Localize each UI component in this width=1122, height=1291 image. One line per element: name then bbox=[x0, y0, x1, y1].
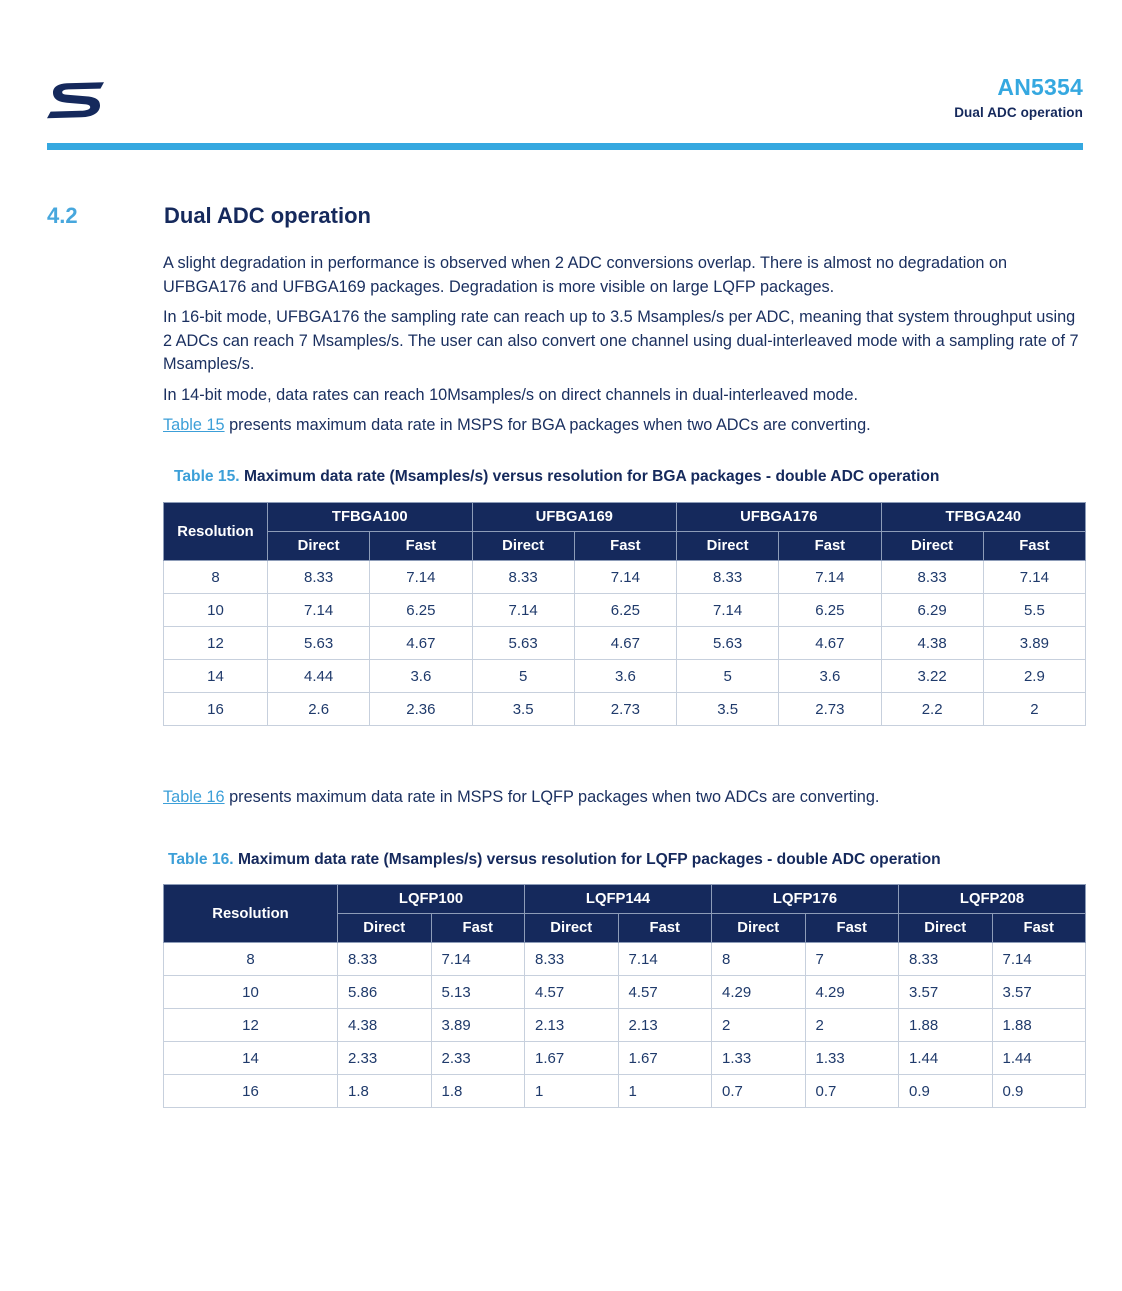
table-row bbox=[164, 594, 1086, 627]
data-rate-cell: 0.9 bbox=[899, 1075, 993, 1108]
data-rate-cell: 2.33 bbox=[338, 1042, 432, 1075]
data-rate-cell: 2.36 bbox=[370, 693, 472, 726]
resolution-cell: 14 bbox=[164, 660, 268, 693]
data-rate-cell: 1.8 bbox=[338, 1075, 432, 1108]
resolution-cell: 16 bbox=[164, 1075, 338, 1108]
data-rate-cell: 2.6 bbox=[268, 693, 370, 726]
data-rate-cell: 7.14 bbox=[983, 561, 1085, 594]
header-right-block bbox=[954, 74, 1083, 121]
table-16-subheader-2: Direct bbox=[525, 914, 619, 943]
document-subtitle: Dual ADC operation bbox=[954, 105, 1083, 121]
data-rate-cell: 3.6 bbox=[370, 660, 472, 693]
mid-note-text: presents maximum data rate in MSPS for LQFP packages when two ADCs are converting. bbox=[224, 788, 880, 806]
data-rate-cell: 5.63 bbox=[677, 627, 779, 660]
data-rate-cell: 6.25 bbox=[779, 594, 881, 627]
data-rate-cell: 1 bbox=[525, 1075, 619, 1108]
data-rate-cell: 7.14 bbox=[472, 594, 574, 627]
data-rate-cell: 4.38 bbox=[338, 1009, 432, 1042]
table-row bbox=[164, 1075, 1086, 1108]
resolution-cell: 14 bbox=[164, 1042, 338, 1075]
table-15-subheader-4: Direct bbox=[677, 532, 779, 561]
data-rate-cell: 4.67 bbox=[370, 627, 472, 660]
table-15-header-row-packages bbox=[164, 503, 1086, 532]
data-rate-cell: 1 bbox=[618, 1075, 712, 1108]
data-rate-cell: 4.67 bbox=[574, 627, 676, 660]
data-rate-cell: 0.9 bbox=[992, 1075, 1086, 1108]
resolution-cell: 16 bbox=[164, 693, 268, 726]
resolution-cell: 12 bbox=[164, 627, 268, 660]
data-rate-cell: 2.33 bbox=[431, 1042, 525, 1075]
data-rate-cell: 1.67 bbox=[618, 1042, 712, 1075]
data-rate-cell: 2.9 bbox=[983, 660, 1085, 693]
table-15-subheader-6: Direct bbox=[881, 532, 983, 561]
data-rate-cell: 8.33 bbox=[268, 561, 370, 594]
table-15-header-row-modes bbox=[164, 532, 1086, 561]
table-16-subheader-6: Direct bbox=[899, 914, 993, 943]
st-logo bbox=[47, 80, 109, 120]
data-rate-cell: 7 bbox=[805, 943, 899, 976]
table-16-body bbox=[164, 943, 1086, 1108]
resolution-cell: 10 bbox=[164, 976, 338, 1009]
data-rate-cell: 4.67 bbox=[779, 627, 881, 660]
table-16-resolution-header: Resolution bbox=[164, 885, 338, 943]
data-rate-cell: 8.33 bbox=[899, 943, 993, 976]
data-rate-cell: 2 bbox=[805, 1009, 899, 1042]
data-rate-cell: 2.13 bbox=[618, 1009, 712, 1042]
resolution-cell: 8 bbox=[164, 943, 338, 976]
data-rate-cell: 0.7 bbox=[712, 1075, 806, 1108]
table-16-package-header-0: LQFP100 bbox=[338, 885, 525, 914]
table-15-caption-text: Maximum data rate (Msamples/s) versus resolution for BGA packages - double ADC operation bbox=[243, 468, 940, 485]
table-15-subheader-0: Direct bbox=[268, 532, 370, 561]
table-15-resolution-header: Resolution bbox=[164, 503, 268, 561]
table-16-lqfp-data-rates bbox=[163, 884, 1086, 1108]
data-rate-cell: 5.86 bbox=[338, 976, 432, 1009]
data-rate-cell: 3.57 bbox=[899, 976, 993, 1009]
data-rate-cell: 1.44 bbox=[992, 1042, 1086, 1075]
mid-note-paragraph bbox=[163, 786, 1085, 810]
data-rate-cell: 1.67 bbox=[525, 1042, 619, 1075]
data-rate-cell: 3.5 bbox=[677, 693, 779, 726]
data-rate-cell: 6.25 bbox=[370, 594, 472, 627]
data-rate-cell: 1.8 bbox=[431, 1075, 525, 1108]
data-rate-cell: 7.14 bbox=[268, 594, 370, 627]
data-rate-cell: 5.63 bbox=[268, 627, 370, 660]
table-15-package-header-0: TFBGA100 bbox=[268, 503, 473, 532]
data-rate-cell: 3.5 bbox=[472, 693, 574, 726]
data-rate-cell: 6.29 bbox=[881, 594, 983, 627]
data-rate-cell: 1.33 bbox=[712, 1042, 806, 1075]
data-rate-cell: 8.33 bbox=[677, 561, 779, 594]
data-rate-cell: 8.33 bbox=[472, 561, 574, 594]
data-rate-cell: 4.38 bbox=[881, 627, 983, 660]
table-15-bga-data-rates bbox=[163, 502, 1086, 726]
table-16-subheader-3: Fast bbox=[618, 914, 712, 943]
table-15-subheader-2: Direct bbox=[472, 532, 574, 561]
paragraph-4-text: presents maximum data rate in MSPS for BGA packages when two ADCs are converting. bbox=[224, 416, 871, 434]
section-number: 4.2 bbox=[47, 203, 78, 228]
data-rate-cell: 4.57 bbox=[618, 976, 712, 1009]
section-heading bbox=[47, 203, 1083, 229]
data-rate-cell: 2.13 bbox=[525, 1009, 619, 1042]
data-rate-cell: 5 bbox=[472, 660, 574, 693]
table-row bbox=[164, 976, 1086, 1009]
table-15-subheader-7: Fast bbox=[983, 532, 1085, 561]
document-id: AN5354 bbox=[997, 74, 1083, 100]
data-rate-cell: 0.7 bbox=[805, 1075, 899, 1108]
table-15-caption bbox=[174, 468, 939, 486]
data-rate-cell: 8.33 bbox=[881, 561, 983, 594]
data-rate-cell: 8 bbox=[712, 943, 806, 976]
table-16-caption-number: Table 16. bbox=[168, 851, 234, 868]
paragraph-3: In 14-bit mode, data rates can reach 10Msamples/s on direct channels in dual-interleaved mode. bbox=[163, 385, 859, 404]
data-rate-cell: 3.6 bbox=[574, 660, 676, 693]
table-row bbox=[164, 943, 1086, 976]
data-rate-cell: 4.44 bbox=[268, 660, 370, 693]
data-rate-cell: 3.89 bbox=[431, 1009, 525, 1042]
data-rate-cell: 7.14 bbox=[779, 561, 881, 594]
data-rate-cell: 3.89 bbox=[983, 627, 1085, 660]
table-16-crossref-link[interactable]: Table 16 bbox=[163, 788, 225, 806]
paragraph-2: In 16-bit mode, UFBGA176 the sampling rate can reach up to 3.5 Msamples/s per ADC, meaning that system throughput using 2 ADCs can reach 7 Msamples/s. The user can also convert one channel using dual-interleaved mode with a sampling rate of 7 Msamples/s. bbox=[163, 308, 1079, 373]
data-rate-cell: 7.14 bbox=[677, 594, 779, 627]
data-rate-cell: 1.44 bbox=[899, 1042, 993, 1075]
table-15-package-header-2: UFBGA176 bbox=[677, 503, 882, 532]
data-rate-cell: 2.73 bbox=[574, 693, 676, 726]
table-16-package-header-3: LQFP208 bbox=[899, 885, 1086, 914]
paragraph-4 bbox=[163, 414, 1085, 438]
table-row bbox=[164, 660, 1086, 693]
table-15-subheader-5: Fast bbox=[779, 532, 881, 561]
body-copy bbox=[163, 252, 1085, 445]
resolution-cell: 12 bbox=[164, 1009, 338, 1042]
data-rate-cell: 2 bbox=[712, 1009, 806, 1042]
table-16-subheader-1: Fast bbox=[431, 914, 525, 943]
table-row bbox=[164, 627, 1086, 660]
table-15-subheader-3: Fast bbox=[574, 532, 676, 561]
table-row bbox=[164, 1042, 1086, 1075]
data-rate-cell: 7.14 bbox=[618, 943, 712, 976]
data-rate-cell: 8.33 bbox=[525, 943, 619, 976]
data-rate-cell: 2.73 bbox=[779, 693, 881, 726]
data-rate-cell: 1.88 bbox=[899, 1009, 993, 1042]
table-15-caption-number: Table 15. bbox=[174, 468, 240, 485]
resolution-cell: 8 bbox=[164, 561, 268, 594]
page-header bbox=[47, 74, 1083, 138]
data-rate-cell: 6.25 bbox=[574, 594, 676, 627]
data-rate-cell: 8.33 bbox=[338, 943, 432, 976]
data-rate-cell: 1.88 bbox=[992, 1009, 1086, 1042]
data-rate-cell: 4.29 bbox=[805, 976, 899, 1009]
data-rate-cell: 2.2 bbox=[881, 693, 983, 726]
data-rate-cell: 7.14 bbox=[431, 943, 525, 976]
data-rate-cell: 5 bbox=[677, 660, 779, 693]
data-rate-cell: 7.14 bbox=[370, 561, 472, 594]
paragraph-1: A slight degradation in performance is observed when 2 ADC conversions overlap. There is almost no degradation on UFBGA176 and UFBGA169 packages. Degradation is more visible on large LQFP packages. bbox=[163, 254, 1008, 296]
data-rate-cell: 7.14 bbox=[574, 561, 676, 594]
data-rate-cell: 5.5 bbox=[983, 594, 1085, 627]
table-16-caption-text: Maximum data rate (Msamples/s) versus resolution for LQFP packages - double ADC operation bbox=[237, 851, 941, 868]
resolution-cell: 10 bbox=[164, 594, 268, 627]
table-row bbox=[164, 1009, 1086, 1042]
table-16-package-header-1: LQFP144 bbox=[525, 885, 712, 914]
table-16-package-header-2: LQFP176 bbox=[712, 885, 899, 914]
data-rate-cell: 3.22 bbox=[881, 660, 983, 693]
table-16-subheader-4: Direct bbox=[712, 914, 806, 943]
data-rate-cell: 5.13 bbox=[431, 976, 525, 1009]
table-15-subheader-1: Fast bbox=[370, 532, 472, 561]
table-16-subheader-0: Direct bbox=[338, 914, 432, 943]
table-16-intro-note bbox=[163, 786, 1085, 817]
table-16-header-row-packages bbox=[164, 885, 1086, 914]
section-title: Dual ADC operation bbox=[164, 203, 371, 228]
table-16-subheader-5: Fast bbox=[805, 914, 899, 943]
data-rate-cell: 7.14 bbox=[992, 943, 1086, 976]
table-15-package-header-3: TFBGA240 bbox=[881, 503, 1086, 532]
data-rate-cell: 4.57 bbox=[525, 976, 619, 1009]
data-rate-cell: 3.57 bbox=[992, 976, 1086, 1009]
table-15-crossref-link[interactable]: Table 15 bbox=[163, 416, 225, 434]
table-16-caption bbox=[168, 851, 941, 869]
header-divider-rule bbox=[47, 143, 1083, 150]
data-rate-cell: 5.63 bbox=[472, 627, 574, 660]
table-15-package-header-1: UFBGA169 bbox=[472, 503, 677, 532]
table-16-subheader-7: Fast bbox=[992, 914, 1086, 943]
table-15-body bbox=[164, 561, 1086, 726]
table-row bbox=[164, 693, 1086, 726]
table-row bbox=[164, 561, 1086, 594]
data-rate-cell: 2 bbox=[983, 693, 1085, 726]
data-rate-cell: 1.33 bbox=[805, 1042, 899, 1075]
data-rate-cell: 4.29 bbox=[712, 976, 806, 1009]
data-rate-cell: 3.6 bbox=[779, 660, 881, 693]
